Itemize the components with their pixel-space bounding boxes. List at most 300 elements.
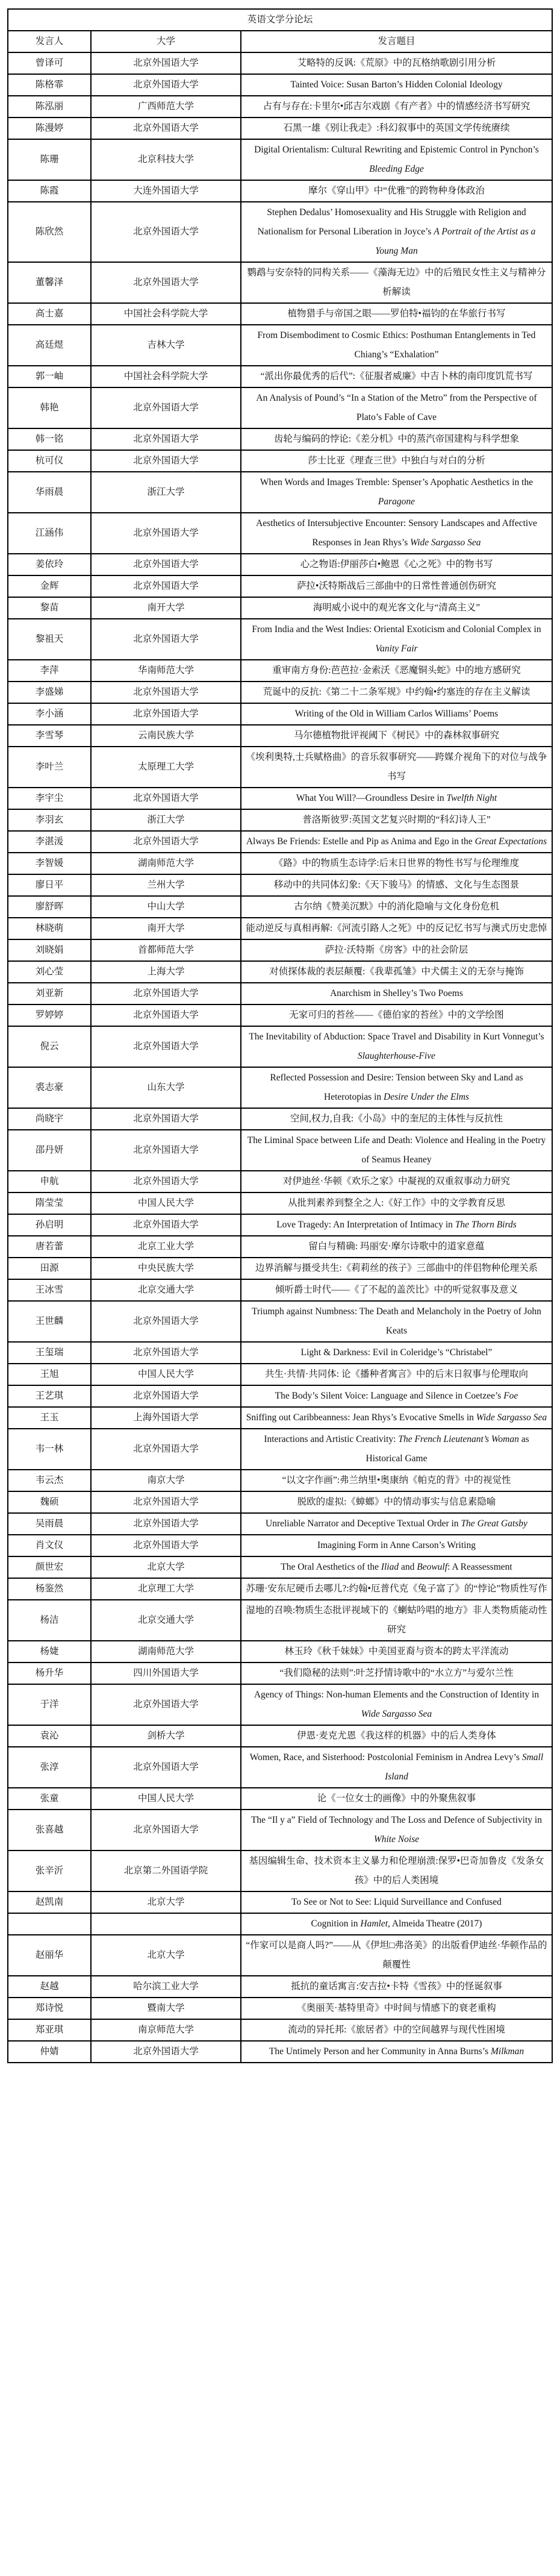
- speaker-cell: 王冰雪: [8, 1279, 91, 1301]
- speaker-cell: 邵丹妍: [8, 1130, 91, 1171]
- table-row: [8, 1725, 552, 1747]
- table-row: [8, 428, 552, 450]
- topic-cell: 石黑一雄《别让我走》:科幻叙事中的英国文学传统赓续: [241, 118, 552, 139]
- table-row: [8, 725, 552, 747]
- table-row: [8, 1192, 552, 1214]
- topic-cell: 伊恩·麦克尤恩《我这样的机器》中的后人类身体: [241, 1725, 552, 1747]
- table-row: [8, 983, 552, 1004]
- university-cell: 中国人民大学: [91, 1788, 241, 1810]
- topic-cell: What You Will?—Groundless Desire in Twelfth Night: [241, 788, 552, 809]
- forum-table: [7, 8, 553, 2063]
- topic-cell: 艾略特的反讽:《荒原》中的瓦格纳歌剧引用分析: [241, 52, 552, 74]
- topic-cell: Writing of the Old in William Carlos Williams’ Poems: [241, 703, 552, 725]
- university-cell: 北京外国语大学: [91, 788, 241, 809]
- speaker-cell: 陈漫婷: [8, 118, 91, 139]
- table-row: [8, 1935, 552, 1976]
- topic-cell: 重审南方身份:芭芭拉·金索沃《恶魔铜头蛇》中的地方感研究: [241, 660, 552, 682]
- table-row: [8, 387, 552, 428]
- speaker-cell: 韦云杰: [8, 1470, 91, 1491]
- university-cell: 大连外国语大学: [91, 180, 241, 202]
- forum-title-row: [8, 9, 552, 31]
- university-cell: 兰州大学: [91, 874, 241, 896]
- university-cell: 北京外国语大学: [91, 1535, 241, 1556]
- topic-cell: 《埃利奥特,士兵赋格曲》的音乐叙事研究——跨媒介视角下的对位与战争书写: [241, 747, 552, 788]
- table-row: [8, 939, 552, 961]
- header-university: 大学: [91, 31, 241, 52]
- speaker-cell: 王世麟: [8, 1301, 91, 1342]
- topic-cell: 论《一位女士的画像》中的外聚焦叙事: [241, 1788, 552, 1810]
- speaker-cell: 王玺瑞: [8, 1342, 91, 1364]
- university-cell: 华南师范大学: [91, 660, 241, 682]
- topic-cell: Digital Orientalism: Cultural Rewriting and Epistemic Control in Pynchon’s Bleeding Edge: [241, 139, 552, 180]
- speaker-cell: 仲婧: [8, 2041, 91, 2063]
- topic-cell: 脱欧的虚拟:《蟑螂》中的情动事实与信息素隐喻: [241, 1491, 552, 1513]
- topic-cell: 湿地的召唤:物质生态批评视域下的《蝲蛄吟唱的地方》非人类物质能动性研究: [241, 1600, 552, 1641]
- topic-cell: “作家可以是商人吗?”——从《伊坦□弗洛美》的出版看伊迪丝·华顿作品的颠覆性: [241, 1935, 552, 1976]
- table-row: [8, 1535, 552, 1556]
- university-cell: 北京大学: [91, 1891, 241, 1913]
- topic-cell: Sniffing out Caribbeanness: Jean Rhys’s Evocative Smells in Wide Sargasso Sea: [241, 1407, 552, 1429]
- university-cell: 北京外国语大学: [91, 554, 241, 575]
- table-row: [8, 747, 552, 788]
- table-row: [8, 74, 552, 96]
- university-cell: 北京交通大学: [91, 1279, 241, 1301]
- university-cell: 北京外国语大学: [91, 703, 241, 725]
- university-cell: 中山大学: [91, 896, 241, 918]
- speaker-cell: 黎苗: [8, 597, 91, 619]
- university-cell: 南开大学: [91, 918, 241, 939]
- table-row: [8, 831, 552, 853]
- speaker-cell: 廖日平: [8, 874, 91, 896]
- speaker-cell: 李智媛: [8, 853, 91, 874]
- university-cell: 太原理工大学: [91, 747, 241, 788]
- university-cell: 北京外国语大学: [91, 1513, 241, 1535]
- university-cell: 哈尔滨工业大学: [91, 1976, 241, 1998]
- topic-cell: 能动逆反与真相再解:《河流引路人之死》中的反记忆书写与澳式历史悲悼: [241, 918, 552, 939]
- speaker-cell: 陈欣然: [8, 202, 91, 262]
- table-row: [8, 52, 552, 74]
- speaker-cell: 王艺琪: [8, 1385, 91, 1407]
- table-row: [8, 1171, 552, 1192]
- speaker-cell: 罗婷婷: [8, 1004, 91, 1026]
- topic-cell: Tainted Voice: Susan Barton’s Hidden Colonial Ideology: [241, 74, 552, 96]
- speaker-cell: 姜依玲: [8, 554, 91, 575]
- university-cell: 北京外国语大学: [91, 1385, 241, 1407]
- speaker-cell: 曾译可: [8, 52, 91, 74]
- university-cell: 北京外国语大学: [91, 1747, 241, 1788]
- university-cell: 北京外国语大学: [91, 513, 241, 554]
- speaker-cell: 李宇尘: [8, 788, 91, 809]
- topic-cell: 海明威小说中的观光客文化与“清高主义”: [241, 597, 552, 619]
- speaker-cell: 高廷煜: [8, 325, 91, 366]
- speaker-cell: 陈珊: [8, 139, 91, 180]
- table-row: [8, 1385, 552, 1407]
- speaker-cell: 赵凯南: [8, 1891, 91, 1913]
- university-cell: 北京外国语大学: [91, 428, 241, 450]
- university-cell: 四川外国语大学: [91, 1662, 241, 1684]
- topic-cell: The Inevitability of Abduction: Space Travel and Disability in Kurt Vonnegut’s Slaughterhouse-Five: [241, 1026, 552, 1067]
- university-cell: 北京外国语大学: [91, 831, 241, 853]
- speaker-cell: 董馨泽: [8, 262, 91, 303]
- speaker-cell: 杭可仪: [8, 450, 91, 472]
- topic-cell: 普洛斯彼罗:英国文艺复兴时期的“科幻诗人王”: [241, 809, 552, 831]
- speaker-cell: 魏硕: [8, 1491, 91, 1513]
- university-cell: 山东大学: [91, 1067, 241, 1108]
- topic-cell: Imagining Form in Anne Carson’s Writing: [241, 1535, 552, 1556]
- university-cell: 上海外国语大学: [91, 1407, 241, 1429]
- speaker-cell: 田源: [8, 1258, 91, 1279]
- topic-cell: “派出你最优秀的后代”:《征服者威廉》中吉卜林的南印度饥荒书写: [241, 366, 552, 387]
- topic-cell: From India and the West Indies: Oriental Exoticism and Colonial Complex in Vanity Fair: [241, 619, 552, 660]
- table-row: [8, 1578, 552, 1600]
- table-row: [8, 262, 552, 303]
- topic-cell: An Analysis of Pound’s “In a Station of the Metro” from the Perspective of Plato’s Fable of Cave: [241, 387, 552, 428]
- topic-cell: Cognition in Hamlet, Almeida Theatre (2017): [241, 1913, 552, 1935]
- university-cell: 北京工业大学: [91, 1236, 241, 1258]
- table-row: [8, 325, 552, 366]
- header-topic: 发言题目: [241, 31, 552, 52]
- topic-cell: The Untimely Person and her Community in Anna Burns’s Milkman: [241, 2041, 552, 2063]
- table-row: [8, 139, 552, 180]
- table-row: [8, 1108, 552, 1130]
- speaker-cell: 李羽玄: [8, 809, 91, 831]
- topic-cell: 植物猎手与帝国之眼——罗伯特•福钧的在华旅行书写: [241, 303, 552, 325]
- table-row: [8, 1491, 552, 1513]
- topic-cell: When Words and Images Tremble: Spenser’s Apophatic Aesthetics in the Paragone: [241, 472, 552, 513]
- university-cell: 北京外国语大学: [91, 1684, 241, 1725]
- speaker-cell: 林晓萌: [8, 918, 91, 939]
- table-row: [8, 918, 552, 939]
- topic-cell: 空间,权力,自我:《小岛》中的奎尼的主体性与反抗性: [241, 1108, 552, 1130]
- table-row: [8, 1342, 552, 1364]
- table-row: [8, 1026, 552, 1067]
- speaker-cell: 李叶兰: [8, 747, 91, 788]
- topic-cell: From Disembodiment to Cosmic Ethics: Posthuman Entanglements in Ted Chiang’s “Exhalation”: [241, 325, 552, 366]
- speaker-cell: 申航: [8, 1171, 91, 1192]
- table-row: [8, 788, 552, 809]
- speaker-cell: 赵越: [8, 1976, 91, 1998]
- table-row: [8, 1513, 552, 1535]
- table-row: [8, 1641, 552, 1662]
- speaker-cell: 孙启明: [8, 1214, 91, 1236]
- table-row: [8, 366, 552, 387]
- university-cell: 北京外国语大学: [91, 262, 241, 303]
- speaker-cell: 高士嘉: [8, 303, 91, 325]
- table-row: [8, 96, 552, 118]
- table-row: [8, 853, 552, 874]
- table-row: [8, 1851, 552, 1891]
- table-row: [8, 1130, 552, 1171]
- speaker-cell: 袁沁: [8, 1725, 91, 1747]
- table-row: [8, 180, 552, 202]
- university-cell: 中国社会科学院大学: [91, 303, 241, 325]
- speaker-cell: 张淳: [8, 1747, 91, 1788]
- speaker-cell: 黎祖天: [8, 619, 91, 660]
- topic-cell: The Body’s Silent Voice: Language and Silence in Coetzee’s Foe: [241, 1385, 552, 1407]
- university-cell: 北京交通大学: [91, 1600, 241, 1641]
- topic-cell: 萨拉•沃特斯战后三部曲中的日常性普通创伤研究: [241, 575, 552, 597]
- speaker-cell: 杨洁: [8, 1600, 91, 1641]
- topic-cell: “以文字作画”:弗兰纳里•奥康纳《帕克的背》中的视觉性: [241, 1470, 552, 1491]
- topic-cell: 苏珊·安东尼硬币去哪儿?:约翰•厄普代克《兔子富了》的“悖论”物质性写作: [241, 1578, 552, 1600]
- table-row: [8, 597, 552, 619]
- university-cell: 云南民族大学: [91, 725, 241, 747]
- speaker-cell: 郑诗悦: [8, 1998, 91, 2019]
- speaker-cell: 江涵伟: [8, 513, 91, 554]
- university-cell: 首都师范大学: [91, 939, 241, 961]
- table-row: [8, 575, 552, 597]
- topic-cell: 共生·共情·共同体: 论《播种者寓言》中的后末日叙事与伦理取向: [241, 1364, 552, 1385]
- university-cell: 浙江大学: [91, 809, 241, 831]
- table-row: [8, 1407, 552, 1429]
- topic-cell: To See or Not to See: Liquid Surveillance and Confused: [241, 1891, 552, 1913]
- university-cell: 北京外国语大学: [91, 1342, 241, 1364]
- speaker-cell: 韩一铭: [8, 428, 91, 450]
- university-cell: 北京外国语大学: [91, 1491, 241, 1513]
- topic-cell: Aesthetics of Intersubjective Encounter: Sensory Landscapes and Affective Responses in Jean Rhys’s Wide Sargasso Sea: [241, 513, 552, 554]
- topic-cell: Interactions and Artistic Creativity: The French Lieutenant’s Woman as Historical Game: [241, 1429, 552, 1470]
- header-row: [8, 31, 552, 52]
- topic-cell: 倾听爵士时代——《了不起的盖茨比》中的听觉叙事及意义: [241, 1279, 552, 1301]
- table-row: [8, 1913, 552, 1935]
- table-row: [8, 472, 552, 513]
- topic-cell: 心之物语:伊丽莎白•鲍恩《心之死》中的物书写: [241, 554, 552, 575]
- speaker-cell: 陈霞: [8, 180, 91, 202]
- topic-cell: “我们隐秘的法则”:叶芝抒情诗歌中的“水立方”与爱尔兰性: [241, 1662, 552, 1684]
- topic-cell: Triumph against Numbness: The Death and Melancholy in the Poetry of John Keats: [241, 1301, 552, 1342]
- topic-cell: The “Il y a” Field of Technology and The Loss and Defence of Subjectivity in White Noise: [241, 1810, 552, 1851]
- topic-cell: Reflected Possession and Desire: Tension between Sky and Land as Heterotopias in Desire Under the Elms: [241, 1067, 552, 1108]
- table-row: [8, 961, 552, 983]
- topic-cell: 对侦探体裁的表层颠覆:《我辈孤雏》中犬儒主义的无奈与掩饰: [241, 961, 552, 983]
- university-cell: 北京外国语大学: [91, 1130, 241, 1171]
- university-cell: 北京外国语大学: [91, 118, 241, 139]
- table-row: [8, 1236, 552, 1258]
- topic-cell: 鹦鹉与安奈特的同构关系——《藻海无边》中的后殖民女性主义与精神分析解读: [241, 262, 552, 303]
- university-cell: 上海大学: [91, 961, 241, 983]
- speaker-cell: [8, 1913, 91, 1935]
- speaker-cell: 李萍: [8, 660, 91, 682]
- topic-cell: 抵抗的童话寓言:安吉拉•卡特《雪孩》中的怪诞叙事: [241, 1976, 552, 1998]
- university-cell: 中国人民大学: [91, 1364, 241, 1385]
- topic-cell: Agency of Things: Non-human Elements and the Construction of Identity in Wide Sargasso Sea: [241, 1684, 552, 1725]
- table-row: [8, 1470, 552, 1491]
- table-row: [8, 1600, 552, 1641]
- topic-cell: Love Tragedy: An Interpretation of Intimacy in The Thorn Birds: [241, 1214, 552, 1236]
- university-cell: 北京外国语大学: [91, 682, 241, 703]
- topic-cell: 《路》中的物质生态诗学:后末日世界的物性书写与伦理维度: [241, 853, 552, 874]
- table-row: [8, 1998, 552, 2019]
- speaker-cell: 华雨晨: [8, 472, 91, 513]
- speaker-cell: 李小涵: [8, 703, 91, 725]
- topic-cell: Light & Darkness: Evil in Coleridge’s “Christabel”: [241, 1342, 552, 1364]
- speaker-cell: 陈泓丽: [8, 96, 91, 118]
- university-cell: 北京外国语大学: [91, 1810, 241, 1851]
- university-cell: 剑桥大学: [91, 1725, 241, 1747]
- table-row: [8, 1810, 552, 1851]
- speaker-cell: 杨鉴然: [8, 1578, 91, 1600]
- table-row: [8, 703, 552, 725]
- topic-cell: 占有与存在:卡里尔•邱吉尔戏剧《有产者》中的情感经济书写研究: [241, 96, 552, 118]
- header-speaker: 发言人: [8, 31, 91, 52]
- table-row: [8, 1364, 552, 1385]
- speaker-cell: 金辉: [8, 575, 91, 597]
- university-cell: 北京大学: [91, 1556, 241, 1578]
- topic-cell: 基因编辑生命、技术资本主义暴力和伦理崩溃:保罗•巴奇加鲁皮《发条女孩》中的后人类困境: [241, 1851, 552, 1891]
- topic-cell: 对伊迪丝·华顿《欢乐之家》中凝视的双重叙事动力研究: [241, 1171, 552, 1192]
- forum-title: 英语文学分论坛: [8, 9, 552, 31]
- speaker-cell: 肖文仪: [8, 1535, 91, 1556]
- university-cell: 北京外国语大学: [91, 1026, 241, 1067]
- table-row: [8, 1891, 552, 1913]
- university-cell: 北京理工大学: [91, 1578, 241, 1600]
- university-cell: 北京外国语大学: [91, 1108, 241, 1130]
- university-cell: 中国社会科学院大学: [91, 366, 241, 387]
- topic-cell: 荒诞中的反抗:《第二十二条军规》中约翰•约塞连的存在主义解读: [241, 682, 552, 703]
- university-cell: 北京外国语大学: [91, 1429, 241, 1470]
- table-row: [8, 513, 552, 554]
- speaker-cell: 赵丽华: [8, 1935, 91, 1976]
- topic-cell: 摩尔《穿山甲》中“优雅”的跨物种身体政治: [241, 180, 552, 202]
- speaker-cell: 杨婕: [8, 1641, 91, 1662]
- topic-cell: 边界消解与摄受共生:《莉莉丝的孩子》三部曲中的伴侣物种伦理关系: [241, 1258, 552, 1279]
- speaker-cell: 刘晓娟: [8, 939, 91, 961]
- table-row: [8, 809, 552, 831]
- topic-cell: 留白与精确: 玛丽安·摩尔诗歌中的道家意蕴: [241, 1236, 552, 1258]
- university-cell: 北京外国语大学: [91, 1171, 241, 1192]
- speaker-cell: 李雪琴: [8, 725, 91, 747]
- university-cell: 南开大学: [91, 597, 241, 619]
- university-cell: 北京外国语大学: [91, 1214, 241, 1236]
- speaker-cell: 倪云: [8, 1026, 91, 1067]
- topic-cell: 马尔德植物批评视阈下《树民》中的森林叙事研究: [241, 725, 552, 747]
- university-cell: 北京外国语大学: [91, 619, 241, 660]
- table-row: [8, 303, 552, 325]
- table-row: [8, 1662, 552, 1684]
- speaker-cell: 郭一岫: [8, 366, 91, 387]
- speaker-cell: 张辛沂: [8, 1851, 91, 1891]
- table-row: [8, 1214, 552, 1236]
- speaker-cell: 李盛娣: [8, 682, 91, 703]
- topic-cell: Stephen Dedalus’ Homosexuality and His Struggle with Religion and Nationalism for Personal Liberation in Joyce’s A Portrait of the Artist as a Young Man: [241, 202, 552, 262]
- table-row: [8, 202, 552, 262]
- topic-cell: Anarchism in Shelley’s Two Poems: [241, 983, 552, 1004]
- university-cell: 北京外国语大学: [91, 1301, 241, 1342]
- speaker-cell: 王旭: [8, 1364, 91, 1385]
- speaker-cell: 张喜越: [8, 1810, 91, 1851]
- speaker-cell: 尚晓宇: [8, 1108, 91, 1130]
- table-row: [8, 1556, 552, 1578]
- topic-cell: 萨拉·沃特斯《房客》中的社会阶层: [241, 939, 552, 961]
- table-row: [8, 554, 552, 575]
- speaker-cell: 韦一林: [8, 1429, 91, 1470]
- university-cell: 暨南大学: [91, 1998, 241, 2019]
- topic-cell: The Liminal Space between Life and Death: Violence and Healing in the Poetry of Seamus Heaney: [241, 1130, 552, 1171]
- table-row: [8, 1684, 552, 1725]
- speaker-cell: 吴雨晨: [8, 1513, 91, 1535]
- table-row: [8, 450, 552, 472]
- table-row: [8, 1301, 552, 1342]
- topic-cell: 林玉玲《秋千妹妹》中美国亚裔与资本的跨太平洋流动: [241, 1641, 552, 1662]
- topic-cell: 无家可归的苔丝——《德伯家的苔丝》中的文学绘图: [241, 1004, 552, 1026]
- university-cell: 浙江大学: [91, 472, 241, 513]
- table-row: [8, 660, 552, 682]
- university-cell: 北京第二外国语学院: [91, 1851, 241, 1891]
- university-cell: 北京外国语大学: [91, 74, 241, 96]
- university-cell: 吉林大学: [91, 325, 241, 366]
- university-cell: 北京外国语大学: [91, 387, 241, 428]
- speaker-cell: 陈格霏: [8, 74, 91, 96]
- speaker-cell: 裘志豪: [8, 1067, 91, 1108]
- table-row: [8, 2041, 552, 2063]
- speaker-cell: 王玉: [8, 1407, 91, 1429]
- speaker-cell: 刘心莹: [8, 961, 91, 983]
- speaker-cell: 李湛湲: [8, 831, 91, 853]
- speaker-cell: 唐若蕾: [8, 1236, 91, 1258]
- topic-cell: Unreliable Narrator and Deceptive Textual Order in The Great Gatsby: [241, 1513, 552, 1535]
- university-cell: 湖南师范大学: [91, 853, 241, 874]
- table-row: [8, 1429, 552, 1470]
- table-row: [8, 2019, 552, 2041]
- table-row: [8, 1067, 552, 1108]
- speaker-cell: 郑亚琪: [8, 2019, 91, 2041]
- university-cell: 北京外国语大学: [91, 2041, 241, 2063]
- topic-cell: 从批判素养到整全之人:《好工作》中的文学教育反思: [241, 1192, 552, 1214]
- university-cell: 南京师范大学: [91, 2019, 241, 2041]
- speaker-cell: 杨升华: [8, 1662, 91, 1684]
- university-cell: 北京外国语大学: [91, 52, 241, 74]
- table-row: [8, 896, 552, 918]
- university-cell: 南京大学: [91, 1470, 241, 1491]
- speaker-cell: 廖舒晖: [8, 896, 91, 918]
- table-row: [8, 619, 552, 660]
- table-row: [8, 874, 552, 896]
- university-cell: 北京外国语大学: [91, 575, 241, 597]
- speaker-cell: 隋莹莹: [8, 1192, 91, 1214]
- topic-cell: 古尔纳《赞美沉默》中的消化隐喻与文化身份危机: [241, 896, 552, 918]
- university-cell: 北京科技大学: [91, 139, 241, 180]
- university-cell: 广西师范大学: [91, 96, 241, 118]
- university-cell: 北京外国语大学: [91, 983, 241, 1004]
- table-row: [8, 1279, 552, 1301]
- topic-cell: 移动中的共同体幻象:《天下骏马》的情感、文化与生态图景: [241, 874, 552, 896]
- university-cell: 北京外国语大学: [91, 450, 241, 472]
- table-row: [8, 1788, 552, 1810]
- topic-cell: 《奥丽芙·基特里奇》中时间与情感下的衰老重构: [241, 1998, 552, 2019]
- university-cell: 中央民族大学: [91, 1258, 241, 1279]
- topic-cell: Always Be Friends: Estelle and Pip as Anima and Ego in the Great Expectations: [241, 831, 552, 853]
- table-row: [8, 1976, 552, 1998]
- topic-cell: The Oral Aesthetics of the Iliad and Beowulf: A Reassessment: [241, 1556, 552, 1578]
- speaker-cell: 颜世宏: [8, 1556, 91, 1578]
- university-cell: 北京大学: [91, 1935, 241, 1976]
- topic-cell: Women, Race, and Sisterhood: Postcolonial Feminism in Andrea Levy’s Small Island: [241, 1747, 552, 1788]
- table-row: [8, 1747, 552, 1788]
- speaker-cell: 刘亚新: [8, 983, 91, 1004]
- speaker-cell: 于洋: [8, 1684, 91, 1725]
- table-row: [8, 1004, 552, 1026]
- speaker-cell: 张童: [8, 1788, 91, 1810]
- table-row: [8, 682, 552, 703]
- table-row: [8, 118, 552, 139]
- table-row: [8, 1258, 552, 1279]
- topic-cell: 流动的异托邦:《旅居者》中的空间越界与现代性困境: [241, 2019, 552, 2041]
- university-cell: 北京外国语大学: [91, 202, 241, 262]
- university-cell: 北京外国语大学: [91, 1004, 241, 1026]
- speaker-cell: 韩艳: [8, 387, 91, 428]
- topic-cell: 齿轮与编码的悖论:《差分机》中的蒸汽帝国建构与科学想象: [241, 428, 552, 450]
- university-cell: 中国人民大学: [91, 1192, 241, 1214]
